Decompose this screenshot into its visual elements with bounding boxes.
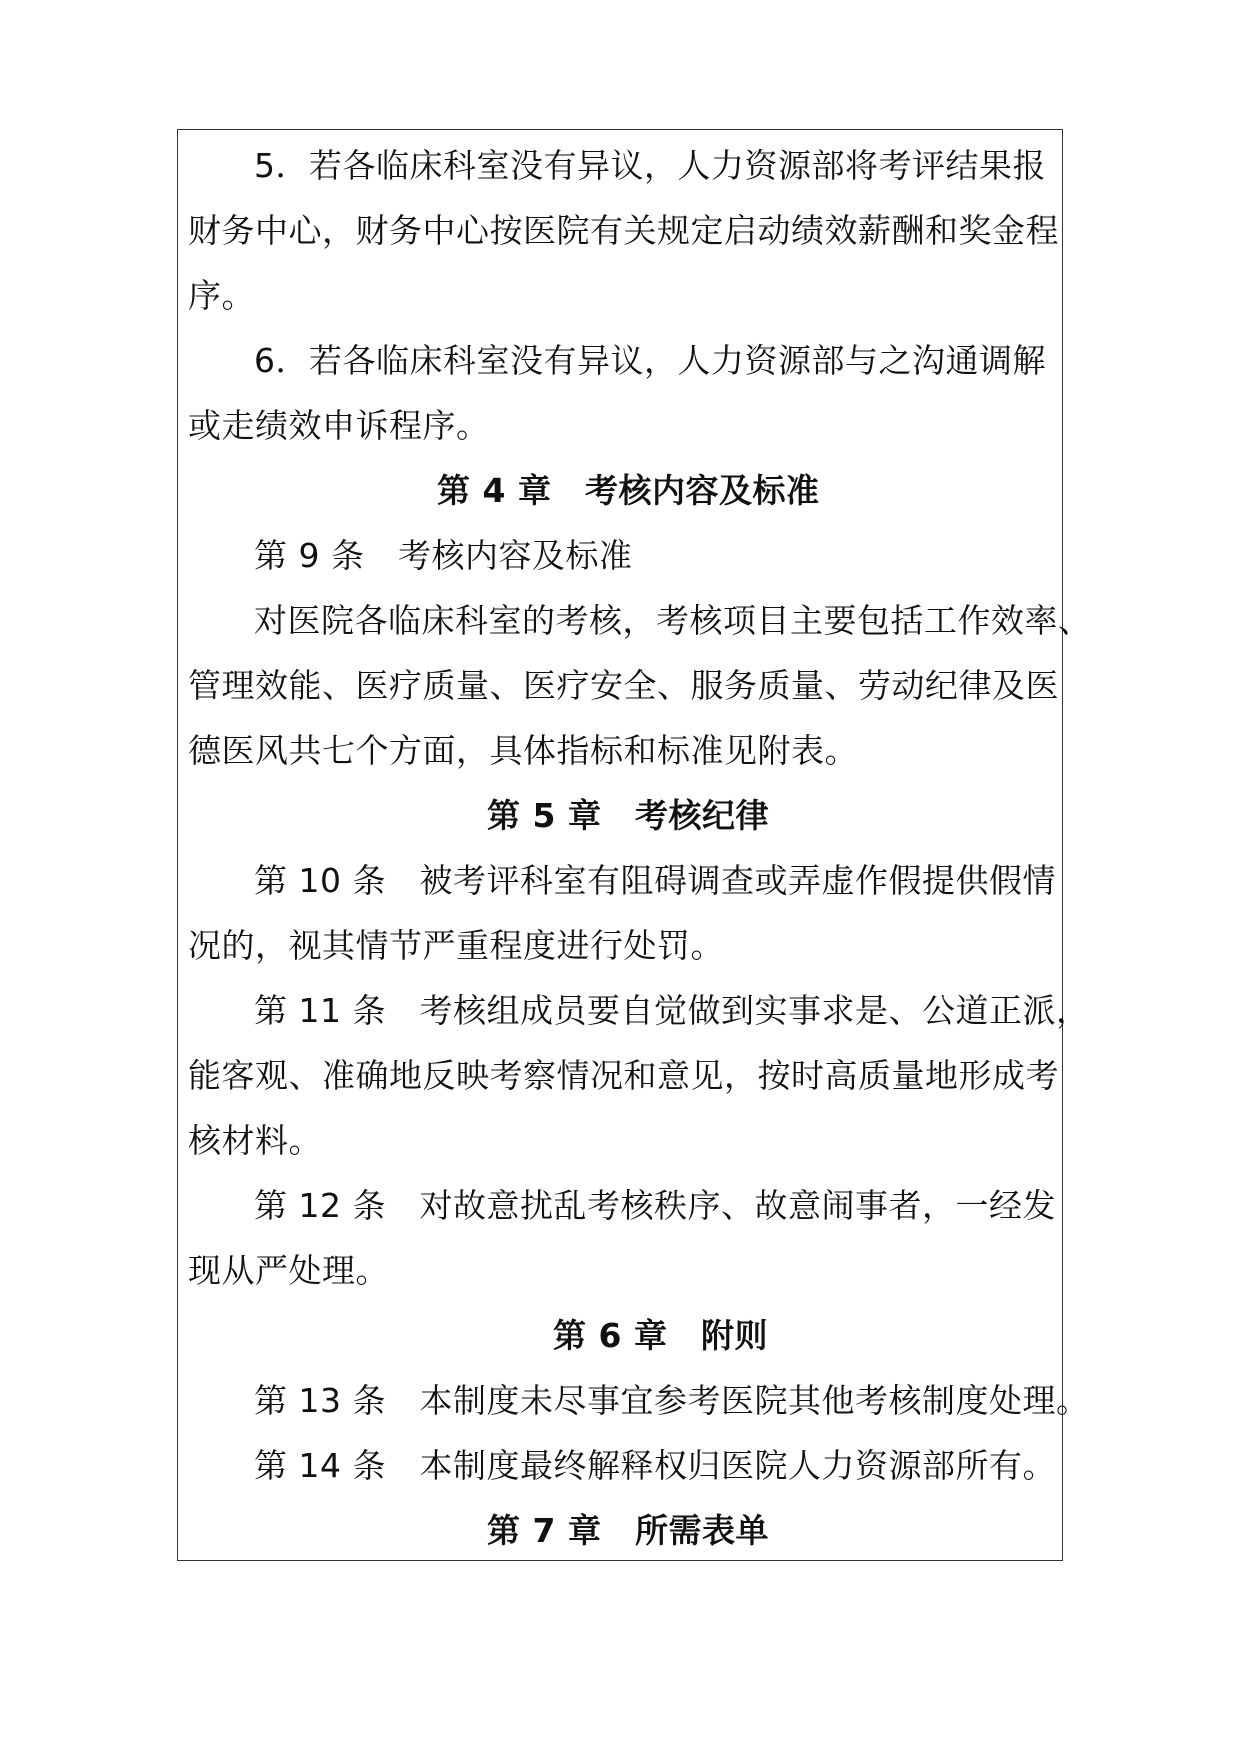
chapter-4-heading: 第 4 章 考核内容及标准	[437, 471, 820, 510]
chapter-5-heading: 第 5 章 考核纪律	[487, 796, 769, 835]
article-9-title: 第 9 条 考核内容及标准	[254, 536, 633, 575]
item-6-line-1: 6．若各临床科室没有异议，人力资源部与之沟通调解	[254, 341, 1046, 380]
item-6-line-2: 或走绩效申诉程序。	[188, 406, 490, 445]
article-12-line-2: 现从严处理。	[188, 1251, 389, 1290]
item-5-line-2: 财务中心，财务中心按医院有关规定启动绩效薪酬和奖金程	[188, 211, 1059, 250]
article-10-line-2: 况的，视其情节严重程度进行处罚。	[188, 926, 724, 965]
article-9-line-1: 对医院各临床科室的考核，考核项目主要包括工作效率、	[254, 601, 1092, 640]
article-10-line-1: 第 10 条 被考评科室有阻碍调查或弄虚作假提供假情	[254, 861, 1056, 900]
article-11-line-2: 能客观、准确地反映考察情况和意见，按时高质量地形成考	[188, 1056, 1059, 1095]
article-11-line-3: 核材料。	[188, 1121, 322, 1160]
article-9-line-3: 德医风共七个方面，具体指标和标准见附表。	[188, 731, 858, 770]
article-9-line-2: 管理效能、医疗质量、医疗安全、服务质量、劳动纪律及医	[188, 666, 1059, 705]
item-5-line-1: 5．若各临床科室没有异议，人力资源部将考评结果报	[254, 146, 1046, 185]
article-12-line-1: 第 12 条 对故意扰乱考核秩序、故意闹事者，一经发	[254, 1186, 1056, 1225]
chapter-6-heading: 第 6 章 附则	[553, 1316, 768, 1355]
article-14: 第 14 条 本制度最终解释权归医院人力资源部所有。	[254, 1446, 1056, 1485]
article-13: 第 13 条 本制度未尽事宜参考医院其他考核制度处理。	[254, 1381, 1090, 1420]
chapter-7-heading: 第 7 章 所需表单	[487, 1511, 769, 1550]
article-11-line-1: 第 11 条 考核组成员要自觉做到实事求是、公道正派，	[254, 991, 1090, 1030]
item-5-line-3: 序。	[188, 276, 255, 315]
